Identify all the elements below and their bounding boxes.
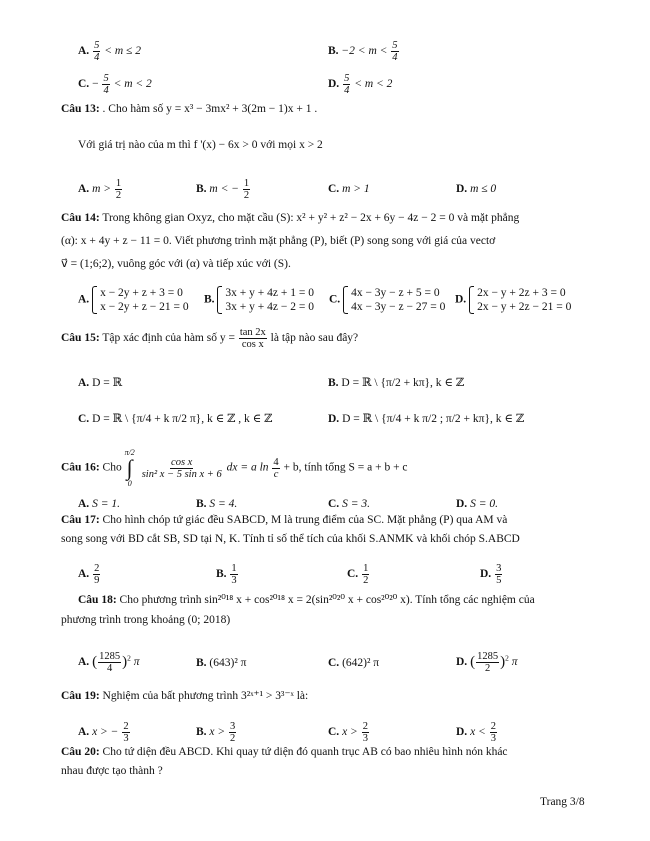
frac-den: cos x [241, 339, 264, 350]
q13-option-c [328, 182, 370, 196]
frac-num: 3 [496, 563, 502, 574]
q19-option-c [328, 721, 370, 744]
option-text: m > [92, 183, 112, 196]
frac-num: 4 [273, 456, 279, 468]
q18-option-b [196, 656, 246, 670]
q19-option-d [456, 721, 498, 744]
frac-num: 5 [94, 40, 100, 51]
q13-option-a [78, 178, 123, 201]
pi-symbol: π [511, 656, 518, 669]
frac-num: 5 [392, 40, 398, 51]
q12-option-a [78, 40, 141, 63]
system-row: 4x − 3y − z − 27 = 0 [351, 301, 446, 313]
option-label: B. [196, 498, 207, 510]
q14-option-a [78, 286, 189, 314]
frac-num: 1 [363, 563, 369, 574]
question-label: Câu 20: [61, 746, 100, 758]
frac-num: 2 [123, 721, 129, 732]
frac-num: 2 [94, 563, 100, 574]
option-label: A. [78, 498, 90, 510]
frac-num: cos x [171, 456, 193, 468]
option-label: D. [328, 78, 340, 91]
option-label: B. [216, 568, 227, 581]
option-label: A. [78, 656, 90, 669]
question-label: Câu 18: [78, 594, 117, 606]
equation-system [217, 286, 314, 314]
q14-stem-line-1 [61, 211, 519, 225]
q17-stem-line-1 [61, 513, 507, 527]
q15-option-b [328, 376, 464, 390]
q13-option-d [456, 182, 496, 196]
frac-den: 5 [496, 575, 502, 586]
option-label: B. [196, 726, 207, 739]
option-label: A. [78, 293, 90, 306]
minus-sign: − [92, 78, 99, 91]
option-text: S = 0. [470, 498, 498, 510]
q20-stem-line-1 [61, 745, 508, 759]
equation-system [92, 286, 189, 314]
option-label: D. [455, 293, 467, 306]
q16-option-c [328, 497, 370, 511]
option-label: B. [328, 377, 339, 389]
option-text: (643)² π [209, 657, 247, 669]
option-text: m ≤ 0 [470, 183, 497, 195]
option-label: B. [196, 657, 207, 669]
q16-option-b [196, 497, 237, 511]
question-label: Câu 14: [61, 212, 100, 224]
option-text: x > [342, 726, 358, 739]
q17-stem-line-2: song song với BD cắt SB, SD tại N, K. Tính tỉ số thể tích của khối S.ANMK và khối chóp S.ABCD [61, 533, 520, 545]
frac-num: 2 [362, 721, 368, 732]
q18-option-c [328, 656, 379, 670]
question-text: Cho phương trình sin²⁰¹⁸ x + cos²⁰¹⁸ x = 2(sin²⁰²⁰ x + cos²⁰²⁰ x). Tính tổng các nghiệm của [119, 594, 535, 606]
option-label: C. [328, 498, 340, 510]
option-text: x < [470, 726, 486, 739]
question-text: . Cho hàm số y = x³ − 3mx² + 3(2m − 1)x + 1 . [102, 103, 318, 115]
option-label: C. [78, 413, 90, 425]
q14-option-b [204, 286, 314, 314]
system-row: 2x − y + 2z − 21 = 0 [477, 301, 572, 313]
frac-den: 2 [115, 190, 122, 201]
integral-upper: π/2 [124, 448, 135, 457]
option-text: < m ≤ 2 [104, 45, 141, 58]
q19-option-b [196, 721, 237, 744]
option-text: S = 1. [92, 498, 120, 510]
option-label: C. [78, 78, 90, 91]
question-text-end: là tập nào sau đây? [270, 332, 359, 345]
option-label: C. [328, 726, 340, 739]
option-label: C. [329, 293, 341, 306]
frac-den: 4 [392, 52, 398, 63]
option-text: x > [209, 726, 226, 739]
option-text: −2 < m < [341, 45, 388, 58]
integral-sign: π/2 ∫ 0 [124, 448, 135, 488]
option-text: (642)² π [342, 657, 380, 669]
frac-den: sin² x − 5 sin x + 6 [141, 468, 222, 480]
question-text: Cho [102, 461, 122, 474]
q13-condition: Với giá trị nào của m thì f '(x) − 6x > 0 với mọi x > 2 [78, 139, 323, 151]
option-label: D. [456, 656, 468, 669]
option-label: D. [328, 413, 340, 425]
q15-option-d [328, 412, 524, 426]
frac-den: 2 [230, 733, 236, 744]
pi-symbol: π [133, 656, 140, 669]
option-label: D. [456, 726, 468, 739]
q14-stem-line-3: v⃗ = (1;6;2), vuông góc với (α) và tiếp xúc với (S). [61, 258, 291, 270]
option-label: D. [456, 498, 468, 510]
frac-num: 3 [230, 721, 236, 732]
q15-stem [61, 327, 358, 350]
option-label: A. [78, 377, 90, 389]
system-row: 4x − 3y − z + 5 = 0 [351, 287, 440, 299]
option-text: m < − [209, 183, 239, 196]
frac-den: 2 [484, 663, 491, 674]
option-text: D = ℝ \ {π/2 + kπ}, k ∈ ℤ [341, 377, 465, 389]
question-label: Câu 15: [61, 332, 100, 345]
option-label: B. [196, 183, 207, 196]
frac-num: 1 [115, 178, 122, 189]
question-text: Tập xác định của hàm số y = [102, 332, 235, 345]
q14-option-c [329, 286, 445, 314]
frac-num: 5 [103, 73, 109, 84]
frac-den: 3 [362, 733, 368, 744]
frac-num: 1285 [477, 651, 499, 662]
option-label: C. [347, 568, 359, 581]
equation-system [343, 286, 445, 314]
frac-den: 4 [344, 85, 350, 96]
q14-stem-line-2: (α): x + 4y + z − 11 = 0. Viết phương trình mặt phẳng (P), biết (P) song song với giá của vectơ [61, 235, 496, 247]
system-row: x − 2y + z − 21 = 0 [100, 301, 189, 313]
option-label: B. [328, 45, 339, 58]
question-text: Cho hình chóp tứ giác đều SABCD, M là trung điểm của SC. Mặt phẳng (P) qua AM và [102, 514, 508, 526]
option-text: < m < 2 [354, 78, 393, 91]
option-label: A. [78, 568, 90, 581]
option-text: D = ℝ [92, 377, 123, 389]
q13-option-b [196, 178, 251, 201]
option-text: S = 4. [209, 498, 238, 510]
equation-system [469, 286, 571, 314]
frac-den: 4 [94, 52, 100, 63]
q19-option-a [78, 721, 131, 744]
option-text: S = 3. [342, 498, 370, 510]
q19-stem [61, 689, 308, 703]
q14-option-d [455, 286, 571, 314]
q17-option-b [216, 563, 239, 586]
option-text: x > − [92, 726, 119, 739]
q17-option-a [78, 563, 101, 586]
option-label: C. [328, 657, 340, 669]
question-text-mid: dx = a ln [226, 461, 269, 474]
question-text: Nghiệm của bất phương trình 3²ˣ⁺¹ > 3³⁻ˣ là: [102, 690, 309, 702]
option-label: C. [328, 183, 340, 195]
question-label: Câu 16: [61, 461, 100, 474]
frac-num: 1 [231, 563, 237, 574]
option-label: A. [78, 45, 90, 58]
frac-den: 2 [363, 575, 369, 586]
option-label: B. [204, 293, 215, 306]
question-label: Câu 13: [61, 103, 100, 115]
q13-stem [61, 102, 317, 116]
q18-option-a: A. ( $\frac{1285}{4}$ )$^2$ π [78, 651, 140, 674]
frac-den: 4 [106, 663, 113, 674]
q17-option-c [347, 563, 370, 586]
option-label: A. [78, 726, 90, 739]
q18-stem-line-1 [78, 593, 535, 607]
option-text: < m < 2 [113, 78, 152, 91]
q16-option-a [78, 497, 120, 511]
option-text: m > 1 [342, 183, 370, 195]
frac-den: c [273, 468, 279, 480]
q15-option-c [78, 412, 272, 426]
question-text: Cho tứ diện đều ABCD. Khi quay tứ diện đó quanh trục AB có bao nhiêu hình nón khác [102, 746, 508, 758]
frac-num: 2 [490, 721, 496, 732]
question-text-end: + b, tính tổng S = a + b + c [283, 461, 408, 474]
system-row: 2x − y + 2z + 3 = 0 [477, 287, 566, 299]
option-label: D. [480, 568, 492, 581]
frac-den: 9 [94, 575, 100, 586]
frac-num: tan 2x [239, 327, 266, 338]
frac-den: 3 [231, 575, 237, 586]
frac-den: 3 [490, 733, 496, 744]
q18-stem-line-2: phương trình trong khoảng (0; 2018) [61, 614, 231, 626]
q15-option-a [78, 376, 122, 390]
q18-option-d: D. ( $\frac{1285}{2}$ )$^2$ π [456, 651, 518, 674]
q12-option-c [78, 73, 152, 96]
q16-stem [61, 448, 408, 488]
q12-option-b [328, 40, 400, 63]
option-text: D = ℝ \ {π/4 + k π/2 π}, k ∈ ℤ , k ∈ ℤ [92, 413, 273, 425]
question-label: Câu 19: [61, 690, 100, 702]
page-number: Trang 3/8 [540, 796, 585, 808]
q12-option-d [328, 73, 392, 96]
frac-num: 1285 [99, 651, 121, 662]
frac-den: 2 [243, 190, 250, 201]
integral-lower: 0 [127, 479, 132, 488]
frac-num: 5 [344, 73, 350, 84]
frac-den: 3 [123, 733, 129, 744]
option-label: A. [78, 183, 90, 196]
system-row: 3x + y + 4z − 2 = 0 [225, 301, 314, 313]
system-row: x − 2y + z + 3 = 0 [100, 287, 183, 299]
q17-option-d [480, 563, 503, 586]
frac-den: 4 [103, 85, 109, 96]
option-label: D. [456, 183, 468, 195]
option-text: D = ℝ \ {π/4 + k π/2 ; π/2 + kπ}, k ∈ ℤ [342, 413, 525, 425]
question-text: Trong không gian Oxyz, cho mặt cầu (S): x² + y² + z² − 2x + 6y − 4z − 2 = 0 và mặt phẳng [102, 212, 520, 224]
q16-option-d [456, 497, 498, 511]
frac-num: 1 [243, 178, 250, 189]
system-row: 3x + y + 4z + 1 = 0 [225, 287, 314, 299]
question-label: Câu 17: [61, 514, 100, 526]
q20-stem-line-2: nhau được tạo thành ? [61, 765, 163, 777]
